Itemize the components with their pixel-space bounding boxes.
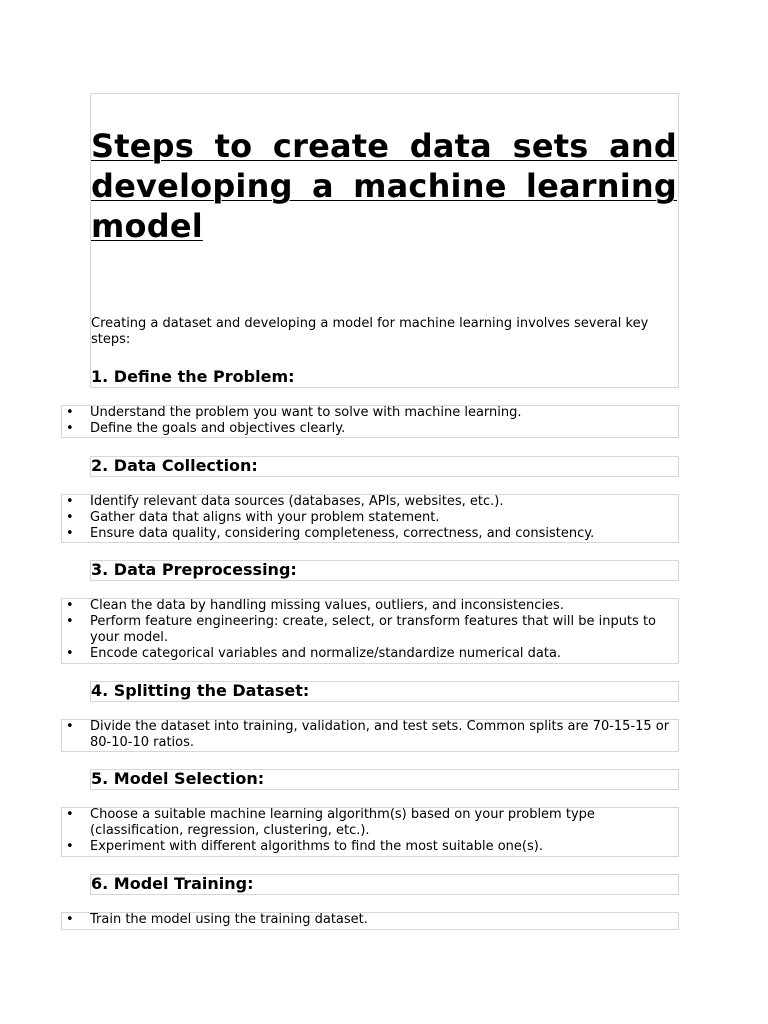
list-item: • Divide the dataset into training, validation, and test sets. Common splits are 70-15-15 or 80-10-10 ratios. [62, 719, 677, 751]
intro-paragraph: Creating a dataset and developing a model for machine learning involves several key steps: [91, 316, 649, 347]
list-item: • Identify relevant data sources (databases, APIs, websites, etc.). [62, 494, 677, 510]
list-item: • Define the goals and objectives clearly. [62, 421, 677, 437]
bullet-list-data-preprocessing [62, 598, 677, 662]
list-item: • Train the model using the training dataset. [62, 912, 677, 928]
list-item: • Experiment with different algorithms to find the most suitable one(s). [62, 839, 677, 855]
bullet-list-data-collection [62, 494, 677, 542]
section-heading-model-training: 6. Model Training: [91, 874, 254, 893]
list-item: • Clean the data by handling missing values, outliers, and inconsistencies. [62, 598, 677, 614]
document-title: Steps to create data sets and developing a machine learning model [91, 127, 677, 245]
list-item: • Ensure data quality, considering completeness, correctness, and consistency. [62, 526, 677, 542]
bullet-list-splitting-dataset [62, 719, 677, 751]
section-heading-data-preprocessing: 3. Data Preprocessing: [91, 560, 297, 579]
section-heading-define-problem: 1. Define the Problem: [91, 367, 295, 386]
list-item: • Gather data that aligns with your problem statement. [62, 510, 677, 526]
list-item: • Encode categorical variables and normalize/standardize numerical data. [62, 646, 677, 662]
list-item: • Choose a suitable machine learning algorithm(s) based on your problem type (classification, regression, clustering, etc.). [62, 807, 677, 839]
section-heading-data-collection: 2. Data Collection: [91, 456, 258, 475]
bullet-list-model-selection [62, 807, 677, 855]
section-heading-splitting-dataset: 4. Splitting the Dataset: [91, 681, 310, 700]
section-heading-model-selection: 5. Model Selection: [91, 769, 265, 788]
list-item: • Understand the problem you want to solve with machine learning. [62, 405, 677, 421]
bullet-list-define-problem [62, 405, 677, 437]
list-item: • Perform feature engineering: create, select, or transform features that will be inputs to your model. [62, 614, 677, 646]
bullet-list-model-training [62, 912, 677, 928]
